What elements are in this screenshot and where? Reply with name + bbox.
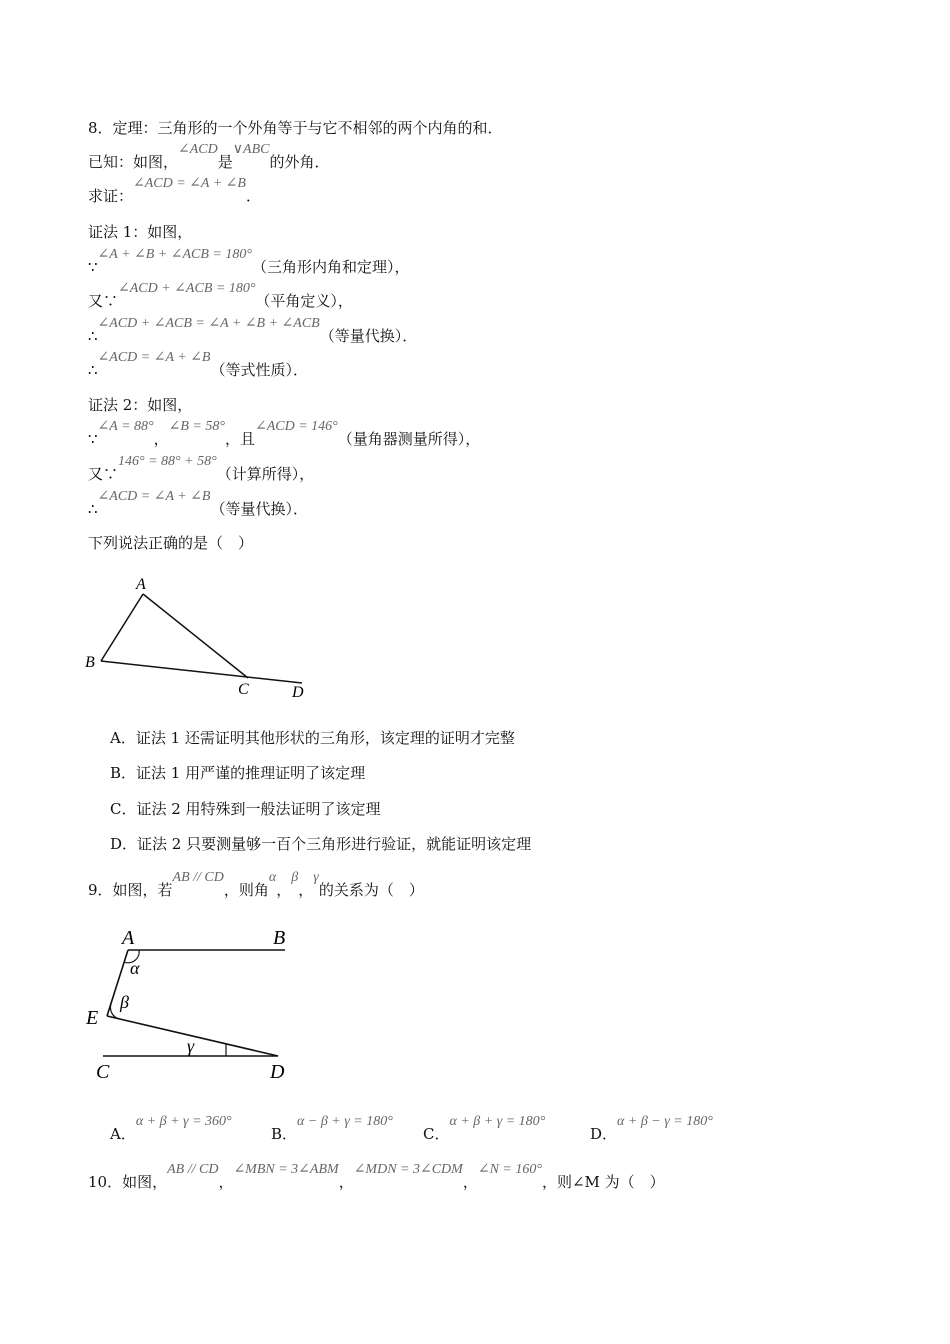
q8-m1-line1	[88, 247, 410, 279]
q10-math-n: ∠N = 160°	[477, 1162, 542, 1177]
q9-parallel-figure	[80, 920, 310, 1085]
m1-l4-math: ∠ACD = ∠A + ∠B	[97, 350, 211, 365]
letter: D．	[590, 1125, 618, 1143]
q9-option-c[interactable]	[423, 1110, 546, 1143]
m1-l1-math: ∠A + ∠B + ∠ACB = 180°	[97, 247, 252, 262]
because-symbol: ∵	[88, 430, 98, 448]
q9-beta: β	[291, 870, 299, 885]
q8-ask: 下列说法正确的是（ ）	[88, 534, 254, 552]
q8-option-a[interactable]: A．证法 1 还需证明其他形状的三角形，该定理的证明才完整	[110, 729, 515, 747]
q8-triangle-figure	[80, 570, 320, 700]
therefore-symbol: ∴	[88, 500, 98, 518]
q10-math-mbn: ∠MBN = 3∠ABM	[233, 1162, 339, 1177]
m2-l2-note: （计算所得），	[216, 465, 315, 483]
also-because: 又∵	[88, 465, 119, 483]
q8-m2-line3	[88, 489, 308, 521]
letter: C．	[423, 1125, 450, 1143]
label-b: B	[273, 927, 286, 949]
q9-option-d[interactable]	[590, 1110, 713, 1143]
q8-m2-line2	[88, 454, 315, 486]
label-a: A	[136, 576, 146, 593]
m2-l3-math: ∠ACD = ∠A + ∠B	[97, 489, 211, 504]
letter: A．	[110, 1125, 136, 1143]
sep: ，	[153, 430, 169, 448]
also-because: 又∵	[88, 292, 119, 310]
prove-suffix: ．	[245, 187, 261, 205]
label-d: D	[270, 1061, 285, 1083]
known-math-angle: ∠ACD	[178, 142, 218, 157]
math: α + β − γ = 180°	[617, 1114, 713, 1129]
therefore-symbol: ∴	[88, 361, 98, 379]
label-e: E	[86, 1007, 99, 1029]
m2-l2-math: 146° = 88° + 58°	[118, 454, 217, 469]
q8-option-d[interactable]: D．证法 2 只要测量够一百个三角形进行验证，就能证明该定理	[110, 835, 532, 853]
q8-method2-title: 证法 2：如图，	[88, 396, 193, 414]
q9-option-a[interactable]	[110, 1110, 232, 1143]
q10-math-mdn: ∠MDN = 3∠CDM	[353, 1162, 463, 1177]
q8-method1-title: 证法 1：如图，	[88, 223, 193, 241]
m1-l2-note: （平角定义），	[255, 292, 353, 310]
q9-stem	[88, 870, 424, 902]
label-alpha: α	[130, 958, 140, 978]
sep: ，	[338, 1173, 354, 1191]
label-c: C	[238, 681, 249, 698]
math: α − β + γ = 180°	[297, 1114, 393, 1129]
q8-stem: 8．定理：三角形的一个外角等于与它不相邻的两个内角的和．	[88, 119, 503, 137]
q9-option-b[interactable]	[271, 1110, 393, 1143]
sep: ，且	[224, 430, 255, 448]
q9-alpha: α	[268, 870, 277, 885]
q8-known	[88, 142, 330, 174]
sep: ，	[298, 881, 314, 899]
m2-angle-b: ∠B = 58°	[168, 419, 225, 434]
q9-mid: ，则角	[223, 881, 269, 899]
q10-prefix: 10．如图，	[88, 1173, 168, 1191]
q8-option-b[interactable]: B．证法 1 用严谨的推理证明了该定理	[110, 764, 366, 782]
sep: ，	[276, 881, 292, 899]
label-b: B	[85, 654, 95, 671]
q9-math-parallel: AB // CD	[172, 870, 224, 885]
sep: ，	[462, 1173, 478, 1191]
q9-prefix: 9．如图，若	[88, 881, 173, 899]
q9-suffix: 的关系为（ ）	[318, 881, 424, 899]
m1-l2-math: ∠ACD + ∠ACB = 180°	[118, 281, 256, 296]
sep: ，	[218, 1173, 234, 1191]
m2-angle-acd: ∠ACD = 146°	[254, 419, 338, 434]
therefore-symbol: ∴	[88, 327, 98, 345]
q9-gamma: γ	[313, 870, 319, 885]
because-symbol: ∵	[88, 258, 98, 276]
m2-l3-note: （等量代换）．	[210, 500, 308, 518]
q10-stem	[88, 1162, 665, 1194]
q10-suffix: ，则∠M 为（ ）	[541, 1173, 665, 1191]
known-math-triangle: ∨ABC	[232, 142, 270, 157]
known-suffix: 的外角．	[269, 153, 330, 171]
label-d: D	[292, 684, 304, 700]
q8-m1-line2	[88, 281, 353, 313]
math: α + β + γ = 360°	[135, 1114, 232, 1129]
q8-prove	[88, 176, 261, 208]
m2-l1-note: （量角器测量所得），	[337, 430, 481, 448]
known-mid: 是	[217, 153, 233, 171]
label-c: C	[96, 1061, 110, 1083]
m1-l4-note: （等式性质）．	[210, 361, 308, 379]
label-gamma: γ	[187, 1036, 195, 1056]
math: α + β + γ = 180°	[449, 1114, 546, 1129]
letter: B．	[271, 1125, 298, 1143]
q8-option-c[interactable]: C．证法 2 用特殊到一般法证明了该定理	[110, 800, 381, 818]
m1-l3-math: ∠ACD + ∠ACB = ∠A + ∠B + ∠ACB	[97, 316, 320, 331]
prove-prefix: 求证：	[88, 187, 134, 205]
q8-m2-line1	[88, 419, 481, 451]
label-a: A	[122, 927, 135, 949]
prove-math: ∠ACD = ∠A + ∠B	[133, 176, 246, 191]
m2-angle-a: ∠A = 88°	[97, 419, 154, 434]
label-beta: β	[120, 992, 129, 1012]
m1-l1-note: （三角形内角和定理），	[251, 258, 410, 276]
q10-math-parallel: AB // CD	[167, 1162, 219, 1177]
m1-l3-note: （等量代换）．	[319, 327, 418, 345]
q8-m1-line4	[88, 350, 308, 382]
known-prefix: 已知：如图，	[88, 153, 179, 171]
q8-m1-line3	[88, 316, 418, 348]
